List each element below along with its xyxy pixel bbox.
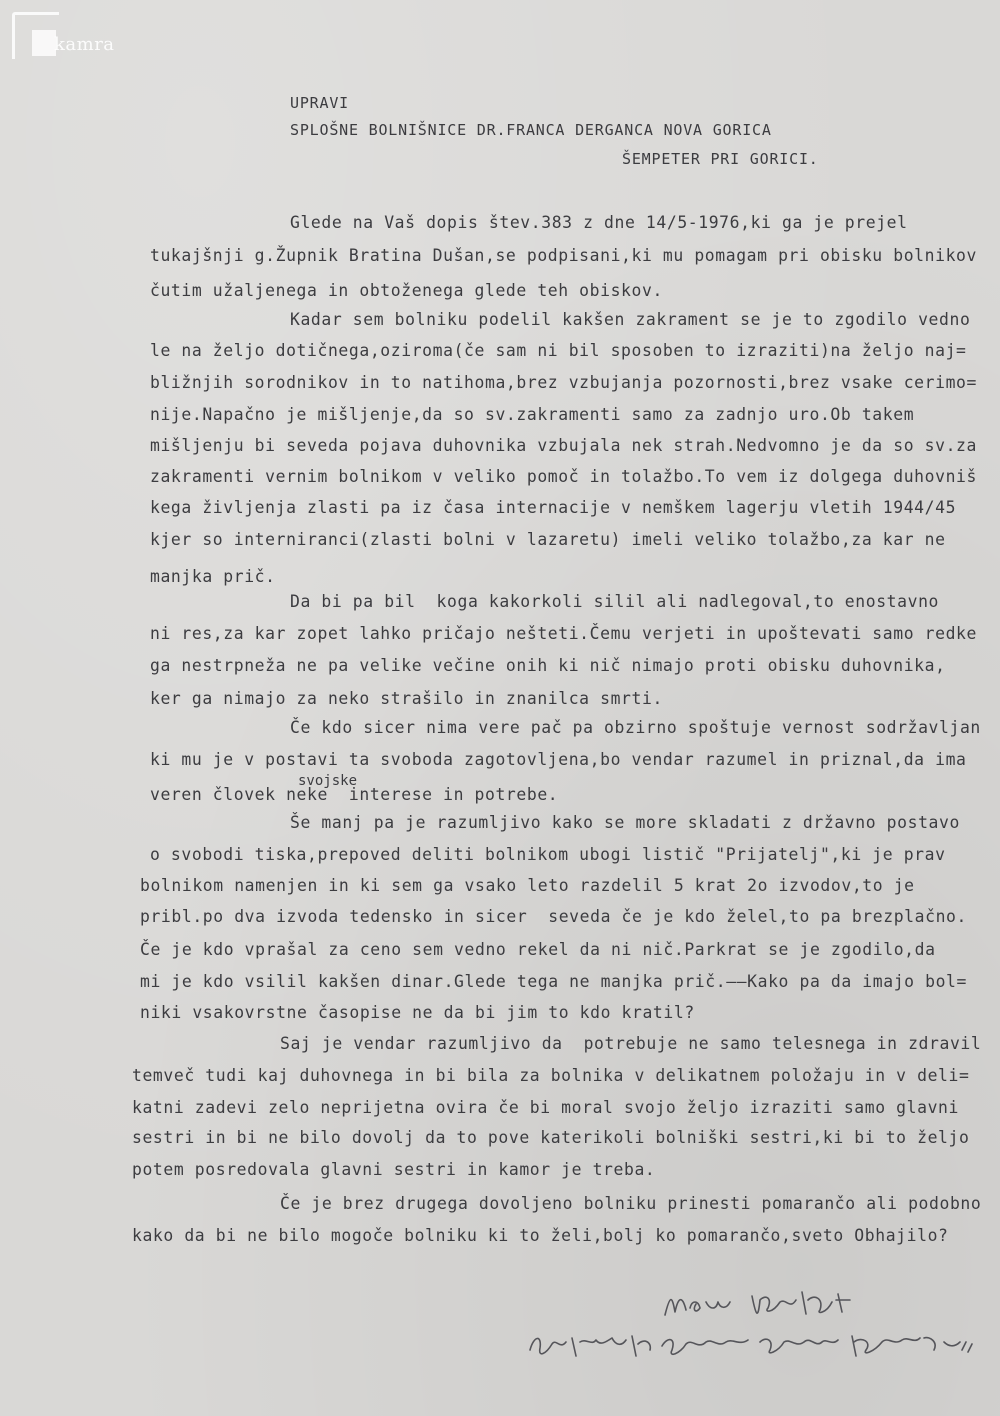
body-line: mi je kdo vsilil kakšen dinar.Glede tega ne manjka prič.——Kako pa da imajo bol= bbox=[140, 972, 967, 991]
watermark-logo bbox=[12, 12, 122, 60]
body-line: zakramenti vernim bolnikom v veliko pomoč in tolažbo.To vem iz dolgega duhovniš bbox=[150, 467, 977, 486]
body-line: nije.Napačno je mišljenje,da so sv.zakramenti samo za zadnjo uro.Ob takem bbox=[150, 405, 915, 424]
body-line: ga nestrpneža ne pa velike večine onih ki nič nimajo proti obisku duhovnika, bbox=[150, 656, 946, 675]
watermark-text: kamra bbox=[54, 34, 115, 55]
body-line: kega življenja zlasti pa iz časa internacije v nemškem lagerju vletih 1944/45 bbox=[150, 498, 957, 517]
body-line: sestri in bi ne bilo dovolj da to pove katerikoli bolniški sestri,ki bi to željo bbox=[132, 1128, 970, 1147]
body-line: bližnjih sorodnikov in to natihoma,brez vzbujanja pozornosti,brez vsake cerimo= bbox=[150, 373, 977, 392]
typed-insertion: svojske bbox=[298, 773, 358, 789]
body-line: Če je brez drugega dovoljeno bolniku prinesti pomarančo ali podobno bbox=[280, 1194, 982, 1213]
body-line: le na željo dotičnega,oziroma(če sam ni bil sposoben to izraziti)na željo naj= bbox=[150, 341, 967, 360]
camera-body-icon bbox=[32, 30, 56, 56]
body-line: katni zadevi zelo neprijetna ovira če bi moral svojo željo izraziti samo glavni bbox=[132, 1098, 959, 1117]
body-line: ni res,za kar zopet lahko pričajo nešteti.Čemu verjeti in upoštevati samo redke bbox=[150, 624, 977, 643]
body-line: kjer so interniranci(zlasti bolni v lazaretu) imeli veliko tolažbo,za kar ne bbox=[150, 530, 946, 549]
body-line: Še manj pa je razumljivo kako se more skladati z državno postavo bbox=[290, 813, 960, 832]
body-line: bolnikom namenjen in ki sem ga vsako leto razdelil 5 krat 2o izvodov,to je bbox=[140, 876, 915, 895]
body-line: Če kdo sicer nima vere pač pa obzirno spoštuje vernost sodržavljan bbox=[290, 718, 981, 737]
header-line: UPRAVI bbox=[290, 94, 349, 112]
body-line: temveč tudi kaj duhovnega in bi bila za bolnika v delikatnem položaju in v deli= bbox=[132, 1066, 970, 1085]
handwritten-signature bbox=[520, 1280, 990, 1380]
body-line: potem posredovala glavni sestri in kamor je treba. bbox=[132, 1160, 656, 1179]
body-line: Saj je vendar razumljivo da potrebuje ne samo telesnega in zdravil bbox=[280, 1034, 982, 1053]
body-line: manjka prič. bbox=[150, 567, 276, 586]
body-line: čutim užaljenega in obtoženega glede teh obiskov. bbox=[150, 281, 663, 300]
body-line: ki mu je v postavi ta svoboda zagotovljena,bo vendar razumel in priznal,da ima bbox=[150, 750, 967, 769]
body-line: mišljenju bi seveda pojava duhovnika vzbujala nek strah.Nedvomno je da so sv.za bbox=[150, 436, 977, 455]
body-line: Kadar sem bolniku podelil kakšen zakrament se je to zgodilo vedno bbox=[290, 310, 971, 329]
body-line: Če je kdo vprašal za ceno sem vedno rekel da ni nič.Parkrat se je zgodilo,da bbox=[140, 940, 936, 959]
body-line: Glede na Vaš dopis štev.383 z dne 14/5-1976,ki ga je prejel bbox=[290, 213, 908, 232]
header-line: ŠEMPETER PRI GORICI. bbox=[622, 150, 819, 168]
body-line: niki vsakovrstne časopise ne da bi jim to kdo kratil? bbox=[140, 1003, 695, 1022]
body-line: ker ga nimajo za neko strašilo in znanilca smrti. bbox=[150, 689, 663, 708]
body-line: pribl.po dva izvoda tedensko in sicer seveda če je kdo želel,to pa brezplačno. bbox=[140, 907, 967, 926]
body-line: veren človek neke interese in potrebe. bbox=[150, 785, 559, 804]
body-line: o svobodi tiska,prepoved deliti bolnikom ubogi listič "Prijatelj",ki je prav bbox=[150, 845, 946, 864]
header-line: SPLOŠNE BOLNIŠNICE DR.FRANCA DERGANCA NOVA GORICA bbox=[290, 121, 772, 139]
body-line: kako da bi ne bilo mogoče bolniku ki to želi,bolj ko pomarančo,sveto Obhajilo? bbox=[132, 1226, 949, 1245]
body-line: Da bi pa bil koga kakorkoli silil ali nadlegoval,to enostavno bbox=[290, 592, 940, 611]
body-line: tukajšnji g.Župnik Bratina Dušan,se podpisani,ki mu pomagam pri obisku bolnikov bbox=[150, 246, 977, 265]
